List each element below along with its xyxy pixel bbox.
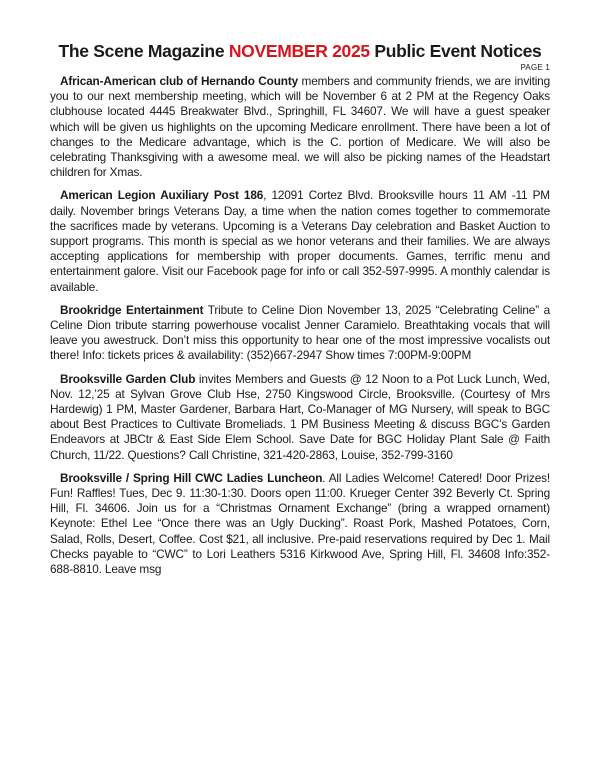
notice-org-name: Brookridge Entertainment [60, 302, 204, 317]
notice-brookridge-entertainment [50, 303, 550, 364]
notice-african-american-club [50, 74, 550, 180]
notice-american-legion-auxiliary [50, 188, 550, 294]
notice-body: invites Members and Guests @ 12 Noon to a Pot Luck Lunch, Wed, Nov. 12,’25 at Sylvan Grove Club Hse, 2750 Kingswood Circle, Brooksville. (Courtesy of Mrs Hardewig) 1 PM, Master Gardener, Barbara Hart, Co-Manager of MG Nursery, will speak to BGC about Best Practices to Cultivate Bromeliads. 1 PM Business Meeting & discuss BGC’s Garden Endeavors at JBCtr & East Side Elem School. Save Date for BGC Holiday Plant Sale @ Faith Church, 11/22. Questions? Call Christine, 321-420-2863, Louise, 352-799-3160 [50, 371, 550, 462]
notice-org-name: African-American club of Hernando County [60, 74, 299, 88]
notice-body: members and community friends, we are inviting you to our next membership meeting, which will be November 6 at 2 PM at the Regency Oaks clubhouse located 4445 Breakwater Blvd., Springhill, FL 34607. We will have a guest speaker which will be given us highlights on the upcoming Medicare enrollment. There have been a lot of changes to the Medicare advantage, which is the C. portion of Medicare. We will also be celebrating Thanksgiving with a awesome meal. we will also be picking names of the Headstart children for Xmas. [50, 74, 550, 180]
notice-brooksville-garden-club [50, 372, 550, 463]
notice-body: Tribute to Celine Dion November 13, 2025 “Celebrating Celine” a Celine Dion tribute starring powerhouse vocalist Jenner Caramielo. Breathtaking vocals that will leave you awestruck. Don’t miss this opportunity to hear one of the most impressive vocalists out there! Info: tickets prices & availability: (352)667-2947 Show times 7:00PM-9:00PM [50, 302, 550, 363]
notice-org-name: Brooksville Garden Club [60, 371, 196, 386]
title-month: NOVEMBER 2025 [228, 41, 370, 61]
notice-org-name: American Legion Auxiliary Post 186 [60, 188, 264, 203]
page-title [50, 40, 550, 62]
notice-cwc-ladies-luncheon [50, 471, 550, 577]
title-suffix: Public Event Notices [369, 41, 542, 61]
notice-body: , 12091 Cortez Blvd. Brooksville hours 11 AM -11 PM daily. November brings Veterans Day, a time when the nation comes together to commemorate the sacrifices made by veterans. Upcoming is a Veterans Day celebration and Basket Auction to support programs. This month is special as we honor veterans and their families. We are always accepting applications for membership with proper documents. Games, terrific menu and entertainment galore. Visit our Facebook page for info or call 352-597-9995. A monthly calendar is available. [50, 188, 550, 294]
page-number: PAGE 1 [520, 63, 550, 72]
notice-org-name: Brooksville / Spring Hill CWC Ladies Luncheon [60, 470, 323, 485]
notice-body: . All Ladies Welcome! Catered! Door Prizes! Fun! Raffles! Tues, Dec 9. 11:30-1:30. Doors open 11:00. Krueger Center 392 Beverly Ct. Spring Hill, Fl. 34606. Join us for a “Christmas Ornament Exchange” (bring a wrapped ornament) Keynote: Ethel Lee “Once there was an Ugly Ducking”. Roast Pork, Mashed Potatoes, Corn, Salad, Rolls, Desert, Coffee. Cost $21, all inclusive. Pre-paid reservations required by Dec 1. Mail Checks payable to “CWC” to Lori Leathers 5316 Kirkwood Ave, Spring Hill, Fl. 34608 Info:352-688-8810. Leave msg [50, 470, 550, 577]
title-prefix: The Scene Magazine [58, 41, 229, 61]
